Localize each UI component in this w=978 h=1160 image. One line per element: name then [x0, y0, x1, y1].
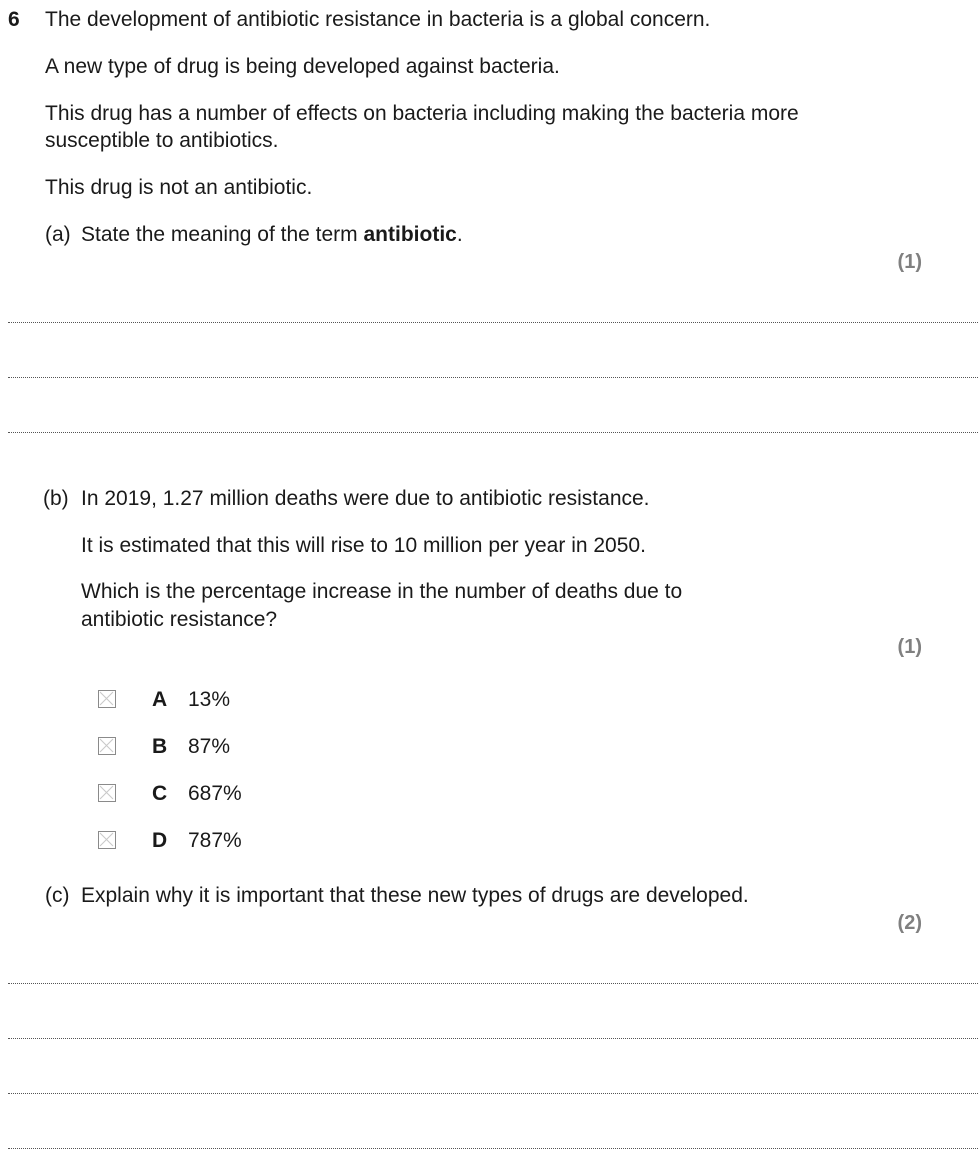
option-d-letter: D	[152, 829, 168, 852]
answer-line-c-2[interactable]	[8, 1038, 978, 1039]
stem-line-4: susceptible to antibiotics.	[45, 129, 279, 152]
option-b-checkbox[interactable]	[98, 737, 116, 755]
part-a-label: (a)	[45, 223, 71, 246]
answer-line-a-3[interactable]	[8, 432, 978, 433]
option-d-checkbox[interactable]	[98, 831, 116, 849]
part-b-line-2: It is estimated that this will rise to 10 million per year in 2050.	[81, 534, 646, 557]
option-a-checkbox[interactable]	[98, 690, 116, 708]
option-b-letter: B	[152, 735, 168, 758]
part-b-line-1: In 2019, 1.27 million deaths were due to antibiotic resistance.	[81, 487, 650, 510]
part-c-question: Explain why it is important that these new types of drugs are developed.	[81, 884, 749, 907]
part-b-label: (b)	[43, 487, 69, 510]
checkbox-cross-icon	[99, 832, 114, 847]
part-c-marks: (2)	[897, 912, 922, 934]
part-a-text: State the meaning of the term	[81, 223, 364, 246]
stem-line-2: A new type of drug is being developed against bacteria.	[45, 55, 560, 78]
option-d-text: 787%	[188, 829, 242, 852]
question-number: 6	[8, 8, 20, 31]
part-a-term: antibiotic	[363, 223, 457, 246]
stem-line-5: This drug is not an antibiotic.	[45, 176, 313, 199]
option-b-text: 87%	[188, 735, 231, 758]
part-a-period: .	[456, 223, 463, 246]
option-c-checkbox[interactable]	[98, 784, 116, 802]
stem-line-1: The development of antibiotic resistance in bacteria is a global concern.	[45, 8, 711, 31]
checkbox-cross-icon	[99, 738, 114, 753]
option-a-text: 13%	[188, 688, 231, 711]
option-c-text: 687%	[188, 782, 242, 805]
part-b-line-3: Which is the percentage increase in the number of deaths due to	[81, 580, 683, 603]
answer-line-c-1[interactable]	[8, 983, 978, 984]
option-c-letter: C	[152, 782, 168, 805]
part-a-marks: (1)	[897, 251, 922, 273]
part-c-label: (c)	[45, 884, 70, 907]
part-b-marks: (1)	[897, 636, 922, 658]
stem-line-3: This drug has a number of effects on bacteria including making the bacteria more	[45, 102, 799, 125]
checkbox-cross-icon	[99, 785, 114, 800]
option-a-letter: A	[152, 688, 168, 711]
part-a-question	[81, 223, 463, 247]
answer-line-c-3[interactable]	[8, 1093, 978, 1094]
part-b-line-4: antibiotic resistance?	[81, 608, 278, 631]
answer-line-a-1[interactable]	[8, 322, 978, 323]
answer-line-a-2[interactable]	[8, 377, 978, 378]
answer-line-c-4[interactable]	[8, 1148, 978, 1149]
checkbox-cross-icon	[99, 691, 114, 706]
